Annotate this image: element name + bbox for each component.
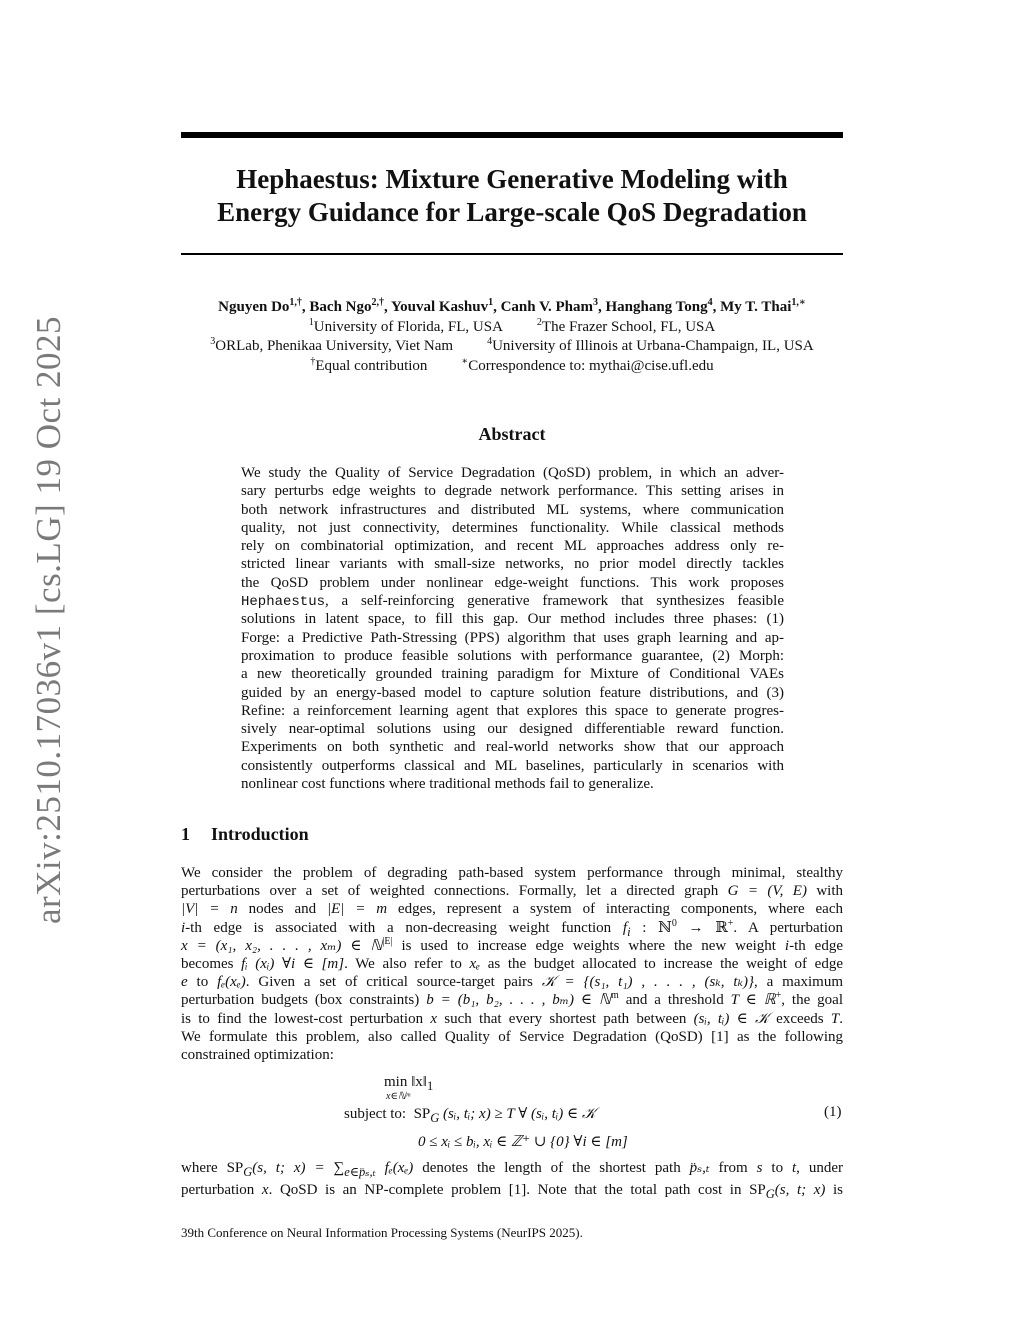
affiliations-row-1	[150, 318, 874, 338]
intro-line	[181, 900, 843, 918]
abstract-line: both network infrastructures and distributed ML systems, where communication	[241, 501, 784, 518]
text: becomes	[181, 955, 242, 972]
author-1: Nguyen Do	[218, 299, 290, 315]
author-6-sup: 1,∗	[791, 297, 806, 308]
abstract-line: nonlinear cost functions where traditional methods fail to generalize.	[241, 776, 654, 793]
equation-constraint-2	[418, 1132, 818, 1151]
intro-line: We consider the problem of degrading path-based system performance through minimal, stealthy	[181, 865, 843, 881]
after-line	[181, 1158, 843, 1180]
abstract-line: sary perturbs edge weights to degrade network performance. This setting arises in	[241, 483, 784, 500]
objective: min ‖x‖	[384, 1074, 428, 1090]
text: denotes the length of the shortest path	[413, 1160, 690, 1176]
abstract-line: quality, not just connectivity, determines functionality. While classical methods	[241, 519, 784, 536]
affiliation-3: ORLab, Phenikaa University, Viet Nam	[215, 338, 454, 354]
math: 0	[671, 917, 677, 929]
affiliations-row-3	[150, 357, 874, 377]
abstract-line: proximation to produce feasible solutions with performance guarantee, (2) Morph:	[241, 647, 784, 664]
math: (s, t; x)	[774, 1182, 826, 1198]
affiliation-1: University of Florida, FL, USA	[313, 318, 503, 335]
text: and a threshold	[618, 992, 731, 1009]
objective-domain: x∈ℕᵐ	[386, 1091, 411, 1102]
math: x	[261, 1182, 269, 1198]
math: e∈p̈ₛ,ₜ	[344, 1165, 376, 1179]
author-2: Bach Ngo	[309, 299, 372, 315]
after-line	[181, 1180, 843, 1202]
text: is to find the lowest-cost perturbation	[181, 1010, 431, 1027]
author-2-sup: 2,†	[371, 297, 384, 308]
text: . Given a set of critical source-target pairs	[245, 974, 542, 991]
arxiv-id: arXiv:2510.17036v1 [cs.LG] 19 Oct 2025	[29, 315, 68, 925]
text: , a maximum	[754, 974, 843, 991]
equation-number: (1)	[824, 1104, 842, 1120]
aff-3-sup: 3	[210, 336, 216, 347]
abstract-line: guided by an energy-based model to capture solution feature distributions, and (3)	[241, 684, 784, 701]
abstract-line: stricted linear variants with small-size networks, no prior model directly tackles	[241, 556, 784, 573]
text: perturbation budgets (box constraints)	[181, 992, 427, 1009]
intro-line	[181, 882, 843, 900]
abstract-line: solutions in latent space, to fill this gap. Our method includes three phases: (1)	[241, 611, 784, 628]
math: : ℕ	[630, 919, 672, 936]
text: nodes and	[237, 901, 327, 918]
text: as the budget allocated to increase the weight of edge	[480, 955, 843, 972]
text: is	[825, 1182, 844, 1198]
text: to	[187, 974, 218, 991]
introduction-body	[181, 864, 843, 1064]
math: p̈ₛ,ₜ	[689, 1160, 710, 1176]
text: where	[181, 1160, 227, 1176]
abstract-line-hephaestus	[241, 592, 784, 610]
math: 𝒦 = {(s₁, t₁) , . . . , (sₖ, tₖ)}	[541, 974, 755, 991]
intro-line	[181, 1010, 843, 1028]
equal-contribution-note: Equal contribution	[315, 357, 428, 374]
math: fᵢ (xᵢ) ∀i ∈ [m]	[241, 955, 345, 972]
author-3: Youval Kashuv	[390, 299, 489, 315]
text: . QoSD is an NP-complete problem [1]. Note that the total path cost in	[268, 1182, 750, 1198]
section-heading-introduction	[181, 824, 309, 845]
text: perturbation	[181, 1182, 262, 1198]
norm-sub: 1	[427, 1079, 434, 1093]
text: perturbations over a set of weighted connections. Formally, let a directed graph	[181, 883, 728, 900]
conference-footer: 39th Conference on Neural Information Processing Systems (NeurIPS 2025).	[181, 1225, 583, 1240]
math: SP	[749, 1182, 766, 1198]
math: f	[622, 919, 628, 936]
text: with	[806, 883, 844, 900]
abstract-line: rely on combinatorial optimization, and recent ML approaches address only re-	[241, 538, 784, 555]
aff-4-sup: 4	[487, 336, 493, 347]
abstract-line: sively near-optimal solutions using our designed differentiable reward function.	[241, 721, 784, 738]
math: |E|	[382, 935, 393, 947]
intro-line	[181, 937, 843, 955]
intro-line	[181, 919, 843, 937]
math: T ∈ ℝ	[730, 992, 776, 1009]
abstract-heading: Abstract	[478, 424, 546, 444]
equation-objective	[384, 1074, 484, 1102]
text: is used to increase edge weights where the new weight	[392, 937, 785, 954]
text: . We also refer to	[344, 955, 470, 972]
corr-sup: ∗	[461, 355, 469, 367]
intro-line	[181, 973, 843, 991]
abstract-line: consistently outperforms classical and ML baselines, particularly in scenarios with	[241, 757, 784, 774]
intro-line: constrained optimization:	[181, 1046, 334, 1063]
title-line-1: Hephaestus: Mixture Generative Modeling with	[236, 164, 788, 194]
abstract-line: We study the Quality of Service Degradation (QoSD) problem, in which an adver-	[241, 465, 784, 481]
math: |V| = n	[181, 901, 238, 918]
math: (s, t; x) = ∑	[252, 1160, 345, 1176]
text: , under	[796, 1160, 843, 1176]
text: to	[762, 1160, 792, 1176]
math: (sᵢ, tᵢ) ∈ 𝒦	[693, 1010, 769, 1027]
text: -th edge is associated with a non-decreasing weight function	[185, 919, 623, 936]
math: T	[830, 1010, 840, 1027]
paper-title	[181, 163, 843, 229]
math: b = (b₁, b₂, . . . , bₘ) ∈ ℕ	[426, 992, 611, 1009]
math: m	[610, 990, 619, 1002]
math: i	[181, 919, 186, 936]
title-line-2: Energy Guidance for Large-scale QoS Degradation	[217, 197, 807, 227]
intro-line	[181, 991, 843, 1009]
affiliation-4: University of Illinois at Urbana-Champaign, IL, USA	[492, 338, 814, 354]
author-4: Canh V. Pham	[500, 299, 593, 315]
math: x = (x₁, x₂, . . . , xₘ) ∈ ℕ	[181, 937, 383, 954]
section-number: 1	[181, 824, 190, 844]
subject-to-label: subject to:	[344, 1106, 407, 1122]
constraint-1: (sᵢ, tᵢ; x) ≥ T ∀ (sᵢ, tᵢ) ∈ 𝒦	[439, 1106, 596, 1122]
author-5: Hanghang Tong	[605, 299, 708, 315]
hephaestus-name: Hephaestus	[241, 594, 326, 611]
abstract-line-rest: , a self-reinforcing generative framework that synthesizes feasible	[325, 593, 784, 610]
equation-constraint-1	[344, 1104, 844, 1126]
text: exceeds	[768, 1010, 831, 1027]
intro-line: We formulate this problem, also called Quality of Service Degradation (QoSD) [1] as the following	[181, 1028, 843, 1045]
intro-line	[181, 955, 843, 973]
math: +	[775, 990, 782, 1002]
math: fₑ(xₑ)	[375, 1160, 414, 1176]
abstract-line: Experiments on both synthetic and real-world networks show that our approach	[241, 739, 784, 756]
sp-op: SP	[413, 1106, 431, 1122]
post-equation-text	[181, 1158, 843, 1202]
text: from	[709, 1160, 757, 1176]
aff-1-sup: 1	[308, 316, 314, 328]
text: , the goal	[781, 992, 844, 1009]
math: +	[727, 917, 734, 929]
constraint-2: 0 ≤ xᵢ ≤ bᵢ, xᵢ ∈ ℤ⁺ ∪ {0} ∀i ∈ [m]	[418, 1134, 628, 1150]
math: t	[792, 1160, 797, 1176]
math: G	[243, 1165, 253, 1179]
math: xₑ	[469, 955, 481, 972]
abstract-line: the QoSD problem under nonlinear edge-weight functions. This work proposes	[241, 574, 784, 591]
sp-sub: G	[430, 1111, 440, 1125]
abstract-line: Refine: a reinforcement learning agent that explores this space to generate progres-	[241, 702, 784, 719]
affiliations-row-2	[150, 337, 874, 357]
math: SP	[226, 1160, 244, 1176]
math: fₑ(xₑ)	[217, 974, 246, 991]
author-1-sup: 1,†	[289, 297, 302, 308]
title-rule-top	[181, 132, 843, 138]
math: G	[765, 1187, 775, 1201]
author-3-sup: 1	[488, 297, 494, 308]
section-title: Introduction	[211, 824, 309, 844]
author-4-sup: 3	[592, 297, 598, 308]
math: i	[627, 924, 631, 939]
math: s	[756, 1160, 763, 1176]
abstract-body	[241, 464, 784, 793]
text: -th edge	[789, 937, 843, 954]
math: i	[784, 937, 790, 954]
math: G = (V, E)	[727, 883, 807, 900]
abstract-line: Forge: a Predictive Path-Stressing (PPS) algorithm that uses graph learning and ap-	[241, 629, 784, 646]
math: → ℝ	[676, 919, 728, 936]
text: .	[839, 1010, 844, 1027]
author-names: Nguyen $Do^{1,\dagger}$, Bach Ngo$^{2,\dagger}$, Youval Kashuv$^1$, Canh V. Pham$^3$, Hanghang Tong$^4$, My T. Thai$^{1,∗}$	[218, 297, 806, 315]
text: such that every shortest path between	[437, 1010, 694, 1027]
author-block	[150, 298, 874, 376]
aff-2-sup: 2	[536, 316, 542, 328]
correspondence-note: Correspondence to: mythai@cise.ufl.edu	[468, 357, 714, 374]
text: . A perturbation	[733, 919, 843, 936]
math: |E| = m	[326, 901, 388, 918]
abstract-line: a new theoretically grounded training paradigm for Mixture of Conditional VAEs	[241, 666, 784, 683]
affiliation-2: The Frazer School, FL, USA	[541, 318, 716, 335]
author-5-sup: 4	[707, 297, 713, 308]
math: e	[181, 974, 188, 991]
title-rule-bottom	[181, 253, 843, 255]
author-6: My T. Thai	[720, 299, 792, 315]
equal-sup: †	[310, 355, 316, 367]
math: x	[430, 1010, 438, 1027]
text: edges, represent a system of interacting components, where each	[387, 901, 843, 918]
